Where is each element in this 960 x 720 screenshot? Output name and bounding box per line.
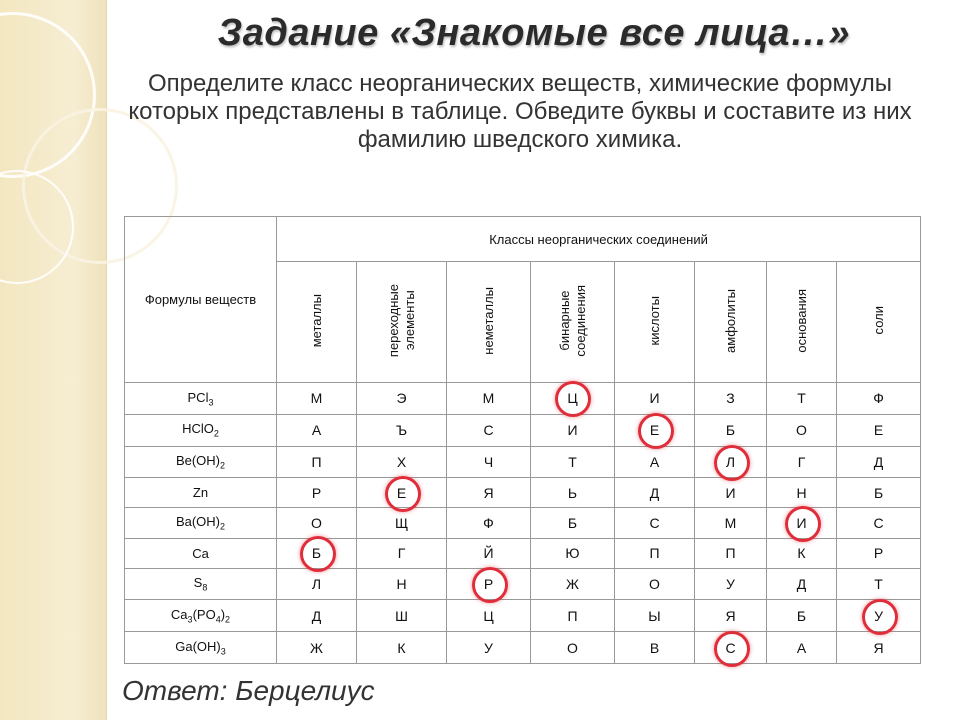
formula-text: S <box>193 575 203 591</box>
class-column-label: кислоты <box>646 295 662 346</box>
letter: Г <box>797 454 806 471</box>
class-column-header <box>767 262 837 383</box>
letter: Ж <box>310 639 323 656</box>
letter-cell[interactable] <box>447 478 531 507</box>
letter-cell[interactable] <box>357 568 447 600</box>
letter-cell[interactable] <box>531 632 615 664</box>
letter-cell[interactable] <box>615 632 695 664</box>
letter-cell[interactable] <box>357 414 447 446</box>
table-row <box>125 478 921 507</box>
letter-cell[interactable] <box>837 478 921 507</box>
circled-letter: Л <box>725 454 736 471</box>
formula-subscript: 4 <box>215 614 221 625</box>
letter: Ц <box>483 607 494 624</box>
slide-title: Задание «Знакомые все лица…» <box>217 12 851 54</box>
formula-text: Be(OH) <box>175 453 221 469</box>
table-row <box>125 414 921 446</box>
letter-cell[interactable] <box>277 383 357 415</box>
formula-cell <box>125 568 277 600</box>
letter: Р <box>311 484 322 501</box>
letter: У <box>484 639 493 656</box>
letter: Б <box>725 422 736 439</box>
letter-cell[interactable] <box>615 478 695 507</box>
letter-cell[interactable] <box>357 446 447 478</box>
class-column-label: переходные элементы <box>385 283 417 358</box>
letter-cell[interactable] <box>767 446 837 478</box>
letter-cell[interactable] <box>277 507 357 539</box>
formula-subscript: 3 <box>187 614 193 625</box>
letter-cell[interactable] <box>357 539 447 568</box>
letter-cell[interactable] <box>357 478 447 507</box>
table-row <box>125 600 921 632</box>
formula-subscript: 2 <box>213 429 219 440</box>
letter-cell[interactable] <box>767 568 837 600</box>
letter: А <box>649 454 660 471</box>
letter-cell[interactable] <box>357 507 447 539</box>
formula-text: Ga(OH) <box>175 638 221 654</box>
letter-cell[interactable] <box>695 632 767 664</box>
formula-text: PCl <box>187 389 209 405</box>
letter-cell[interactable] <box>531 568 615 600</box>
class-column-label: основания <box>793 288 809 353</box>
letter: К <box>797 545 806 562</box>
letter-cell[interactable] <box>277 539 357 568</box>
letter-cell[interactable] <box>615 446 695 478</box>
circled-letter: И <box>796 514 807 531</box>
formula-cell <box>125 383 277 415</box>
formula-cell <box>125 414 277 446</box>
class-column-label: неметаллы <box>480 286 496 355</box>
letter-cell[interactable] <box>615 568 695 600</box>
letter: В <box>649 639 660 656</box>
letter-cell[interactable] <box>447 446 531 478</box>
letter: Ю <box>565 545 580 562</box>
formula-text: Ca <box>170 606 188 622</box>
formula-text: ) <box>220 606 226 622</box>
letter: Ф <box>873 390 884 407</box>
letter: Д <box>649 484 660 501</box>
formula-text: (PO <box>192 606 216 622</box>
formula-text: Zn <box>192 485 209 501</box>
class-column-header <box>531 262 615 383</box>
task-instruction: Определите класс неорганических веществ, химические формулы которых представлены в таблице. Обведите буквы и составите из них фамилию шведского химика. <box>128 70 912 153</box>
letter-cell[interactable] <box>837 600 921 632</box>
formula-column-header: Формулы веществ <box>125 217 277 383</box>
class-column-header <box>695 262 767 383</box>
formula-cell <box>125 600 277 632</box>
letter-cell[interactable] <box>695 383 767 415</box>
letter-cell[interactable] <box>531 539 615 568</box>
letter: И <box>725 484 736 501</box>
letter-cell[interactable] <box>531 414 615 446</box>
letter: М <box>310 390 323 407</box>
letter-cell[interactable] <box>695 446 767 478</box>
letter: О <box>649 575 660 592</box>
letter: З <box>726 390 735 407</box>
letter-cell[interactable] <box>615 414 695 446</box>
circled-letter: У <box>874 607 883 624</box>
formula-text: Ba(OH) <box>175 514 221 530</box>
class-column-label: соли <box>870 306 886 335</box>
letter: Й <box>483 545 494 562</box>
letter: Д <box>311 607 322 624</box>
letter-cell[interactable] <box>357 383 447 415</box>
letter-cell[interactable] <box>447 600 531 632</box>
letter: М <box>482 390 495 407</box>
letter-cell[interactable] <box>695 539 767 568</box>
letter-cell[interactable] <box>837 383 921 415</box>
letter: У <box>726 575 735 592</box>
letter: Т <box>874 575 883 592</box>
letter-cell[interactable] <box>447 507 531 539</box>
letter: С <box>483 422 494 439</box>
letter: Щ <box>394 514 409 531</box>
letter-cell[interactable] <box>615 600 695 632</box>
letter-cell[interactable] <box>767 632 837 664</box>
formula-subscript: 2 <box>225 614 231 625</box>
formula-text: Ca <box>192 545 209 561</box>
letter-cell[interactable] <box>767 507 837 539</box>
letter: Ж <box>566 575 579 592</box>
letter: Е <box>873 422 884 439</box>
letter: П <box>725 545 736 562</box>
letter-cell[interactable] <box>277 632 357 664</box>
decorative-side-band <box>0 0 107 720</box>
formula-cell <box>125 539 277 568</box>
letter: М <box>724 514 737 531</box>
letter: Ш <box>395 607 408 624</box>
letter-cell[interactable] <box>615 539 695 568</box>
letter: Я <box>483 484 494 501</box>
letter: И <box>567 422 578 439</box>
circled-letter: Б <box>311 545 322 562</box>
table-row <box>125 507 921 539</box>
letter: Г <box>397 545 406 562</box>
letter: Б <box>873 484 884 501</box>
letter-cell[interactable] <box>767 414 837 446</box>
formula-text: HClO <box>182 421 214 437</box>
letter-cell[interactable] <box>767 600 837 632</box>
letter: Э <box>396 390 407 407</box>
letter: Р <box>873 545 884 562</box>
letter-cell[interactable] <box>277 446 357 478</box>
letter-cell[interactable] <box>447 539 531 568</box>
class-column-header <box>447 262 531 383</box>
table-row <box>125 632 921 664</box>
class-column-label: амфолиты <box>722 288 738 353</box>
letter-cell[interactable] <box>767 478 837 507</box>
letter-cell[interactable] <box>357 600 447 632</box>
formula-cell <box>125 446 277 478</box>
letter-cell[interactable] <box>695 478 767 507</box>
letter-cell[interactable] <box>695 507 767 539</box>
letter-cell[interactable] <box>837 539 921 568</box>
letter-cell[interactable] <box>277 600 357 632</box>
letter: С <box>649 514 660 531</box>
class-column-label: металлы <box>308 293 324 348</box>
class-column-header <box>277 262 357 383</box>
letter: К <box>397 639 406 656</box>
formula-subscript: 2 <box>220 460 226 471</box>
circled-letter: Р <box>483 575 494 592</box>
formula-subscript: 3 <box>208 397 214 408</box>
letter-cell[interactable] <box>531 383 615 415</box>
letter-cell[interactable] <box>837 632 921 664</box>
letter: И <box>649 390 660 407</box>
formula-cell <box>125 507 277 539</box>
letter: Т <box>797 390 806 407</box>
letter-cell[interactable] <box>695 414 767 446</box>
letter-cell[interactable] <box>531 600 615 632</box>
letter-cell[interactable] <box>447 632 531 664</box>
letter: Ъ <box>395 422 408 439</box>
formula-subscript: 3 <box>220 646 226 657</box>
formula-cell <box>125 632 277 664</box>
class-column-label: бинарные соединения <box>556 284 588 357</box>
letter: Б <box>567 514 578 531</box>
letter-cell[interactable] <box>531 507 615 539</box>
letter-cell[interactable] <box>447 383 531 415</box>
letter: П <box>567 607 578 624</box>
letter-cell[interactable] <box>447 414 531 446</box>
table-row <box>125 446 921 478</box>
letter-cell[interactable] <box>531 446 615 478</box>
letter: О <box>311 514 322 531</box>
letter-cell[interactable] <box>447 568 531 600</box>
class-column-header <box>837 262 921 383</box>
letter: Н <box>396 575 407 592</box>
letter: О <box>796 422 807 439</box>
circled-letter: Е <box>649 422 660 439</box>
letter: Ч <box>483 454 494 471</box>
letter-cell[interactable] <box>615 507 695 539</box>
letter-cell[interactable] <box>837 568 921 600</box>
letter-cell[interactable] <box>837 446 921 478</box>
letter: Ы <box>648 607 661 624</box>
formula-cell <box>125 478 277 507</box>
letter: Х <box>396 454 407 471</box>
letter: А <box>311 422 322 439</box>
class-column-header <box>615 262 695 383</box>
letter: П <box>311 454 322 471</box>
letter-cell[interactable] <box>695 600 767 632</box>
letter-cell[interactable] <box>277 414 357 446</box>
letter: Я <box>725 607 736 624</box>
letter: А <box>796 639 807 656</box>
letter: Ф <box>483 514 494 531</box>
letter: Л <box>311 575 322 592</box>
letter-cell[interactable] <box>767 383 837 415</box>
circled-letter: Е <box>396 484 407 501</box>
classes-group-header: Классы неорганических соединений <box>277 217 921 262</box>
letter: Ь <box>567 484 578 501</box>
letter: Д <box>796 575 807 592</box>
formula-subscript: 8 <box>202 582 208 593</box>
formula-subscript: 2 <box>220 521 226 532</box>
letter: Н <box>796 484 807 501</box>
letter-cell[interactable] <box>767 539 837 568</box>
letter-cell[interactable] <box>837 414 921 446</box>
letter: Т <box>568 454 577 471</box>
letter: П <box>649 545 660 562</box>
letter: С <box>873 514 884 531</box>
letter: Б <box>796 607 807 624</box>
letter-cell[interactable] <box>531 478 615 507</box>
circled-letter: С <box>725 639 736 656</box>
letter-cell[interactable] <box>357 632 447 664</box>
answer-text: Ответ: Берцелиус <box>122 675 375 706</box>
table-row <box>125 383 921 415</box>
letter: Д <box>873 454 884 471</box>
letter: О <box>567 639 578 656</box>
letter-cell[interactable] <box>695 568 767 600</box>
letter-cell[interactable] <box>277 568 357 600</box>
class-column-header <box>357 262 447 383</box>
letter-cell[interactable] <box>277 478 357 507</box>
classification-table <box>124 216 921 664</box>
letter-cell[interactable] <box>837 507 921 539</box>
circled-letter: Ц <box>567 390 578 407</box>
table-row <box>125 539 921 568</box>
letter-cell[interactable] <box>615 383 695 415</box>
table-row <box>125 568 921 600</box>
letter: Я <box>873 639 884 656</box>
